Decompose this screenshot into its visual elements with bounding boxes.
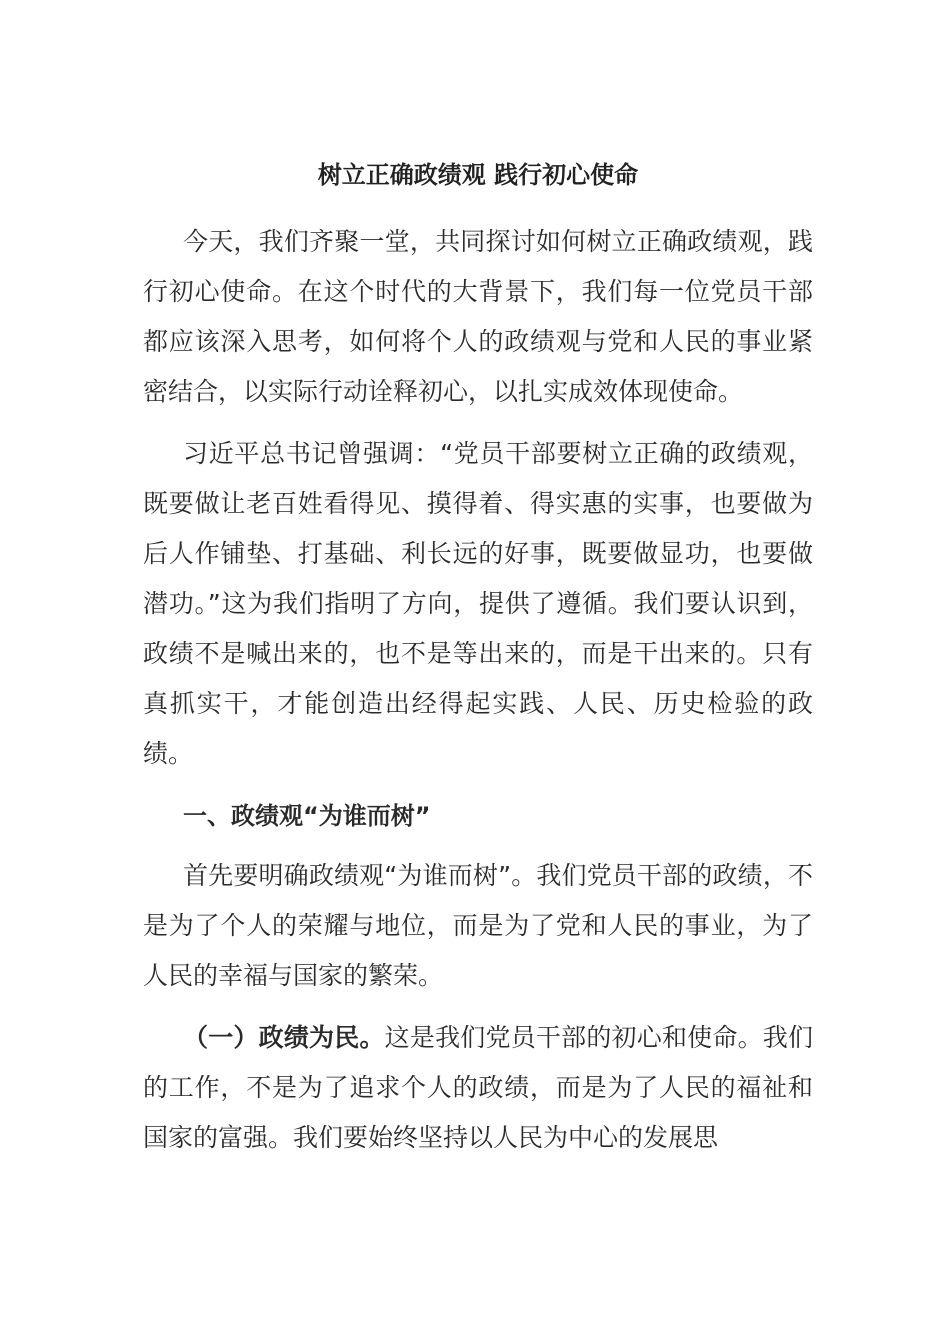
document-title: 树立正确政绩观 践行初心使命: [317, 161, 639, 189]
section-paragraph: 首先要明确政绩观“为谁而树”。我们党员干部的政绩，不是为了个人的荣耀与地位，而是为了党和人民的事业，为了人民的幸福与国家的繁荣。: [143, 861, 813, 990]
subsection-lead: （一）政绩为民。: [183, 1023, 385, 1052]
quote-paragraph: 习近平总书记曾强调：“党员干部要树立正确的政绩观，既要做让老百姓看得见、摸得着、得实惠的实事，也要做为后人作铺垫、打基础、利长远的好事，既要做显功，也要做潜功。”这为我们指明了方向，提供了遵循。我们要认识到，政绩不是喊出来的，也不是等出来的，而是干出来的。只有真抓实干，才能创造出经得起实践、人民、历史检验的政绩。: [143, 439, 813, 768]
subsection-paragraph: [143, 1013, 813, 1163]
section-heading: 一、政绩观“为谁而树”: [183, 802, 431, 830]
intro-paragraph: 今天，我们齐聚一堂，共同探讨如何树立正确政绩观，践行初心使命。在这个时代的大背景下，我们每一位党员干部都应该深入思考，如何将个人的政绩观与党和人民的事业紧密结合，以实际行动诠释初心，以扎实成效体现使命。: [143, 227, 813, 406]
subsection-text: 这是我们党员干部的初心和使命。我们的工作，不是为了追求个人的政绩，而是为了人民的福祉和国家的富强。我们要始终坚持以人民为中心的发展思: [143, 1023, 813, 1152]
document-body: [143, 155, 813, 1175]
